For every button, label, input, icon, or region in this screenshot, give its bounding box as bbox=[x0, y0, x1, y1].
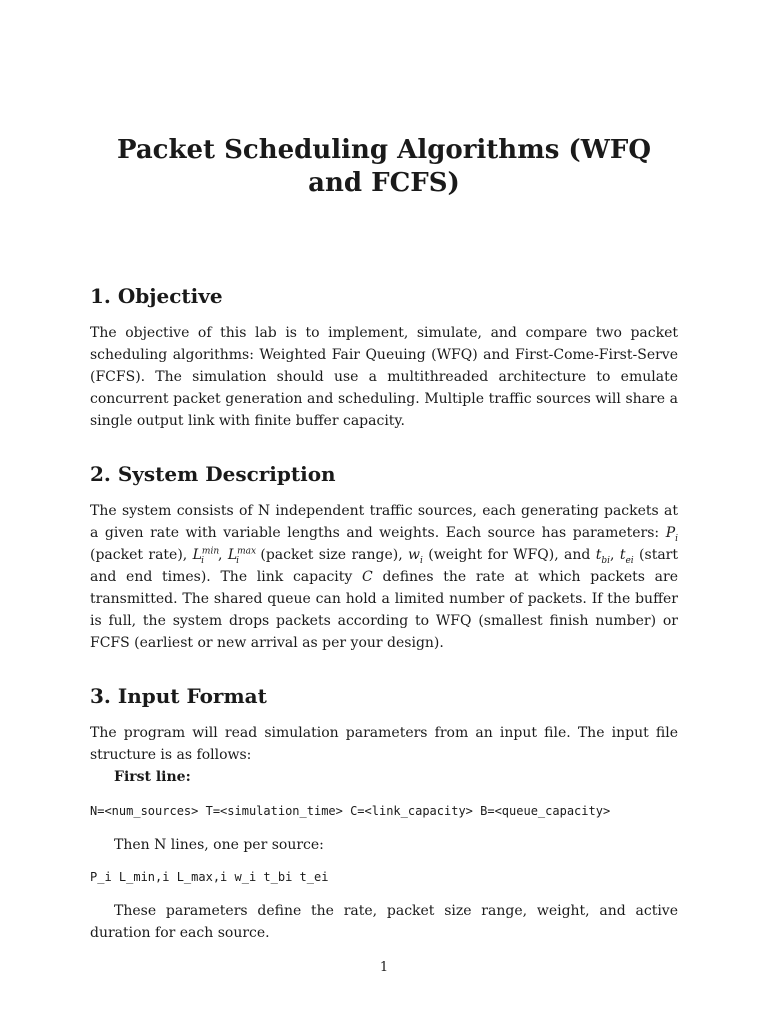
system-description-paragraph: The system consists of N independent traffic sources, each generating packets at a given rate with variable lengths and weights. Each source has parameters: $P_i$ (packet rate), $L^{min}_i$ , $L^{max}_i$ (packet size range), $w_i$ (weight for WFQ), and $t_{bi}$, $t_{ei}$ (start and end times). The link capacity C defines the rate at which packets are transmitted. The shared queue can hold a limited number of packets. If the buffer is full, the system drops packets according to WFQ (smallest finish number) or FCFS (earliest or new arrival as per your design). bbox=[90, 503, 678, 651]
source-line-code: P_i L_min,i L_max,i w_i t_bi t_ei bbox=[90, 870, 329, 884]
objective-paragraph: The objective of this lab is to implement, simulate, and compare two packet scheduling algorithms: Weighted Fair Queuing (WFQ) and First-Come-First-Serve (FCFS). The simulation should use a multithreaded architecture to emulate concurrent packet generation and scheduling. Multiple traffic sources will share a single output link with finite buffer capacity. bbox=[90, 325, 678, 429]
document-title: Packet Scheduling Algorithms (WFQ and FCFS) bbox=[116, 135, 652, 198]
closing-paragraph: These parameters define the rate, packet size range, weight, and active duration for each source. bbox=[90, 903, 678, 941]
objective-heading: 1. Objective bbox=[90, 284, 223, 308]
input-format-heading: 3. Input Format bbox=[90, 684, 267, 708]
input-intro-paragraph: The program will read simulation parameters from an input file. The input file structure is as follows: bbox=[90, 725, 678, 763]
document-page bbox=[90, 0, 678, 1024]
then-lines-text: Then N lines, one per source: bbox=[114, 837, 324, 853]
page-number: 1 bbox=[379, 960, 389, 975]
first-line-label: First line: bbox=[114, 769, 191, 785]
system-description-heading: 2. System Description bbox=[90, 462, 336, 486]
first-line-code: N=<num_sources> T=<simulation_time> C=<link_capacity> B=<queue_capacity> bbox=[90, 804, 611, 818]
